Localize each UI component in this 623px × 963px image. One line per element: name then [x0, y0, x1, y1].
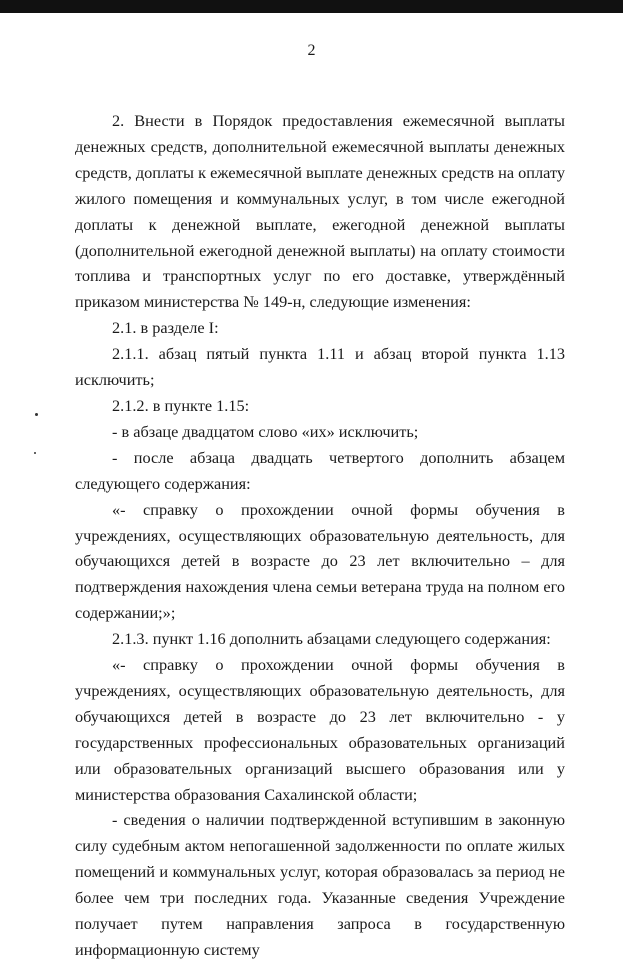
paragraph-2-1-2: 2.1.2. в пункте 1.15:: [112, 395, 250, 415]
scan-speck: [35, 413, 38, 416]
paragraph-debt-info: - сведения о наличии подтвержденной вступившим в законную силу судебным актом непогашенной задолженности по оплате жилых помещений и коммунальных услуг, которая образовалась за период не более чем три последних года. Указанные сведения Учреждение получает путем направления запроса в государственную информационную систему: [75, 810, 565, 959]
paragraph-section-1: 2.1. в разделе I:: [112, 318, 219, 338]
paragraph-paragraph-20: - в абзаце двадцатом слово «их» исключить;: [112, 421, 419, 441]
document-body: [75, 108, 565, 963]
page-number: 2: [307, 42, 316, 59]
paragraph-2-1-3: 2.1.3. пункт 1.16 дополнить абзацами следующего содержания:: [112, 629, 551, 649]
paragraph-quote-1: «- справку о прохождении очной формы обучения в учреждениях, осуществляющих образовательную деятельность, для обучающихся детей в возрасте до 23 лет включительно – для подтверждения нахождения члена семьи ветерана труда на полном его содержании;»;: [75, 499, 565, 623]
paragraph-quote-2: «- справку о прохождении очной формы обучения в учреждениях, осуществляющих образовательную деятельность, для обучающихся детей в возрасте до 23 лет включительно - у государственных профессиональных образовательных организаций или образовательных организаций высшего образования или у министерства образования Сахалинской области;: [75, 655, 565, 804]
scan-top-edge: [0, 0, 623, 13]
paragraph-item-2: 2. Внести в Порядок предоставления ежемесячной выплаты денежных средств, дополнительной ежемесячной выплаты денежных средств, доплаты к ежемесячной выплате денежных средств на оплату жилого помещения и коммунальных услуг, в том числе ежегодной доплаты к денежной выплате, ежегодной денежной выплаты (дополнительной ежегодной денежной выплаты) на оплату стоимости топлива и транспортных услуг по его доставке, утверждённый приказом министерства № 149-н, следующие изменения:: [75, 111, 565, 312]
scan-speck: [34, 452, 36, 454]
paragraph-after-24: - после абзаца двадцать четвертого дополнить абзацем следующего содержания:: [75, 447, 565, 493]
paragraph-2-1-1: 2.1.1. абзац пятый пункта 1.11 и абзац второй пункта 1.13 исключить;: [75, 344, 565, 390]
